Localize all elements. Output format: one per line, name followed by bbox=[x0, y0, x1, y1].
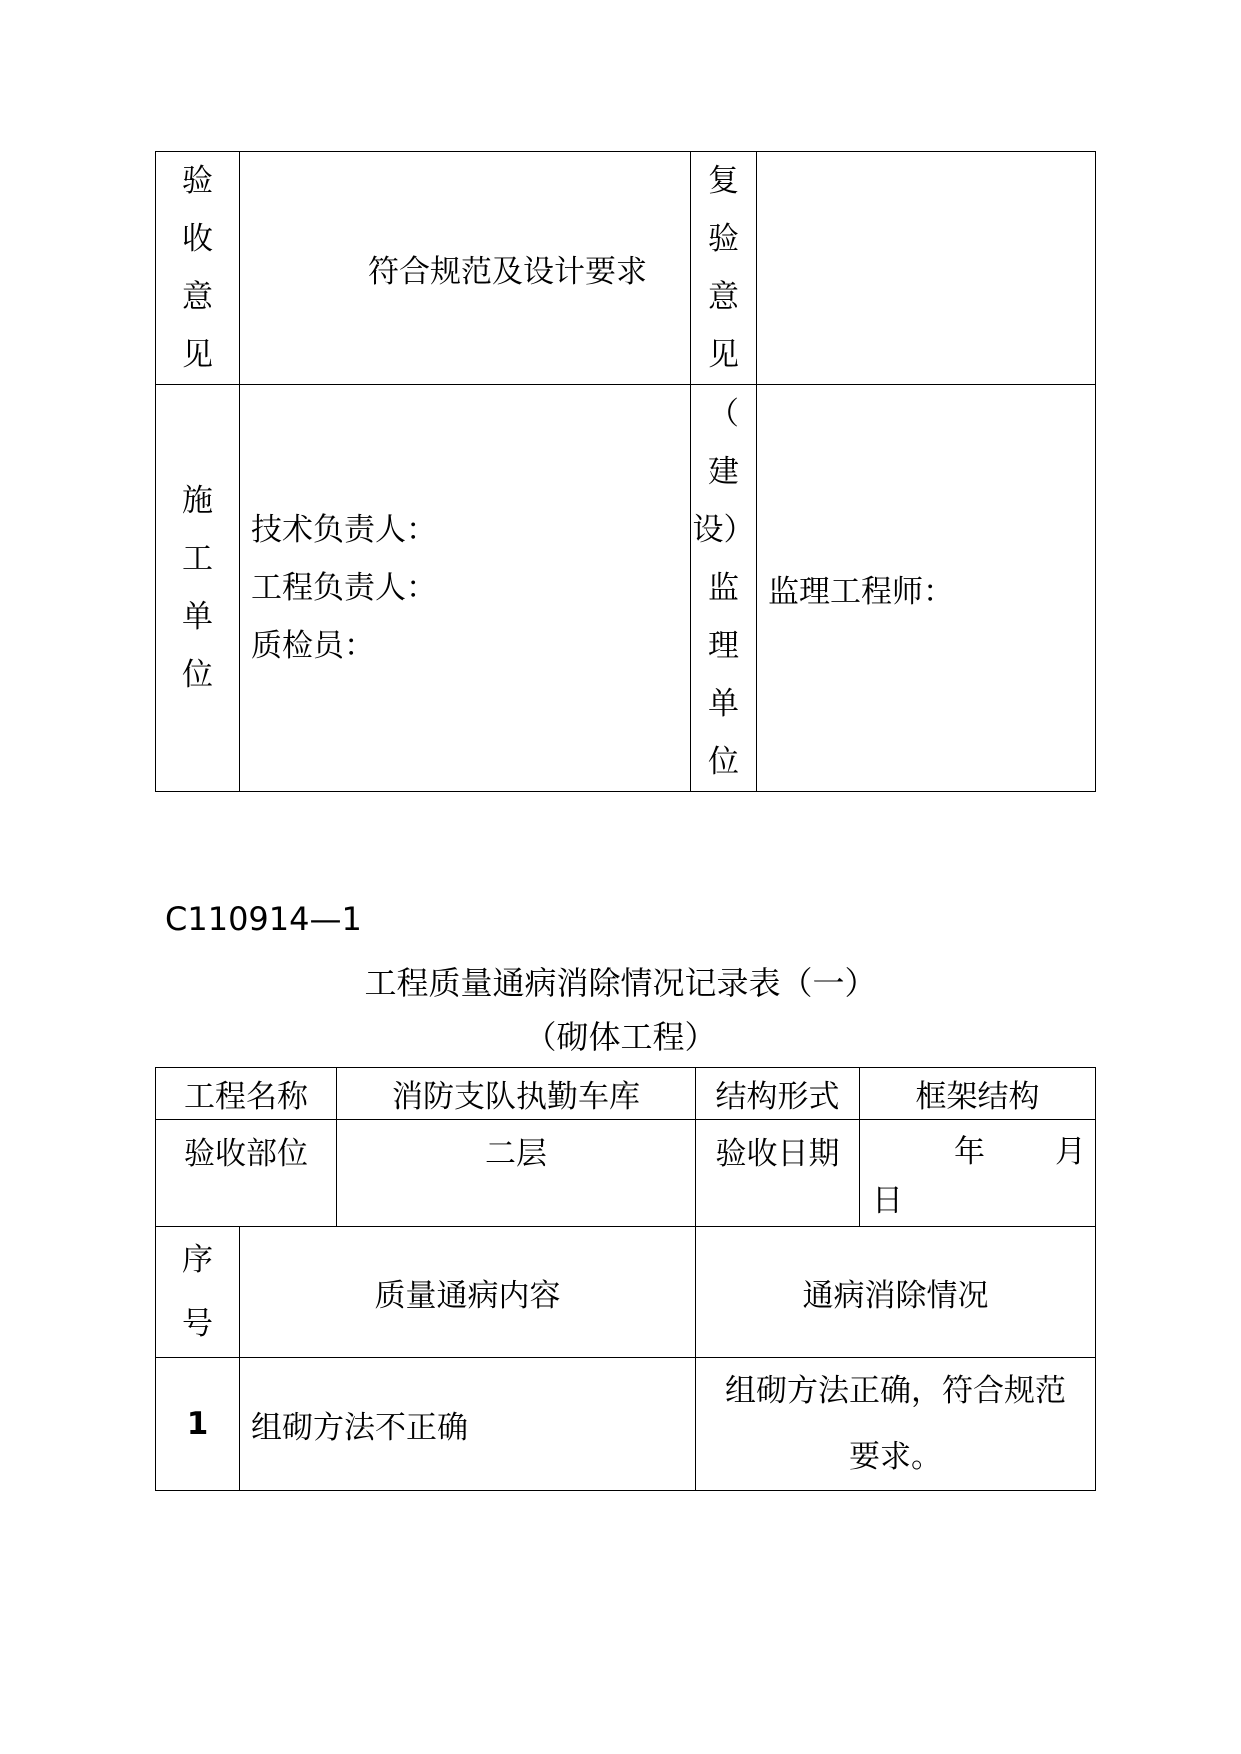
structure-label: 结构形式 bbox=[696, 1068, 860, 1120]
project-info-row bbox=[156, 1068, 1096, 1120]
recheck-opinion-cell bbox=[757, 152, 1096, 385]
header-row bbox=[156, 1227, 1096, 1358]
row-status-line1: 组砌方法正确，符合规范 bbox=[725, 1373, 1066, 1409]
acceptance-opinion-text: 符合规范及设计要求 bbox=[368, 253, 647, 290]
technical-lead-sign: 技术负责人： bbox=[251, 512, 437, 548]
recheck-opinion-label: 复 验 意 见 bbox=[691, 152, 757, 385]
construction-sign-cell bbox=[240, 385, 691, 792]
project-lead-sign: 工程负责人： bbox=[251, 570, 437, 606]
structure-value: 框架结构 bbox=[860, 1068, 1096, 1120]
form-title: 工程质量通病消除情况记录表（一） bbox=[364, 964, 877, 1002]
row-content: 组砌方法不正确 bbox=[240, 1358, 696, 1491]
table-row bbox=[156, 1358, 1096, 1491]
project-name-value: 消防支队执勤车库 bbox=[337, 1068, 696, 1120]
acceptance-date-value bbox=[860, 1120, 1096, 1227]
row-seq: 1 bbox=[156, 1358, 240, 1491]
acceptance-opinion-label: 验 收 意 见 bbox=[156, 152, 240, 385]
row-status-line2: 要求。 bbox=[849, 1439, 942, 1475]
supervisor-engineer-sign: 监理工程师： bbox=[768, 573, 954, 610]
acceptance-info-row bbox=[156, 1120, 1096, 1227]
date-year: 年 bbox=[954, 1134, 985, 1170]
acceptance-date-label: 验收日期 bbox=[696, 1120, 860, 1227]
status-header: 通病消除情况 bbox=[696, 1227, 1096, 1358]
signature-row bbox=[156, 385, 1096, 792]
opinion-row bbox=[156, 152, 1096, 385]
row-status bbox=[696, 1358, 1096, 1491]
construction-unit-label: 施 工 单 位 bbox=[156, 385, 240, 792]
document-number: C110914—1 bbox=[165, 900, 362, 938]
acceptance-part-label: 验收部位 bbox=[156, 1120, 337, 1227]
content-header: 质量通病内容 bbox=[240, 1227, 696, 1358]
acceptance-opinion-cell bbox=[240, 152, 691, 385]
quality-inspector-sign: 质检员： bbox=[251, 628, 375, 664]
acceptance-table bbox=[155, 151, 1096, 792]
supervision-unit-label: （ 建 设） 监 理 单 位 bbox=[691, 385, 757, 792]
record-table bbox=[155, 1067, 1096, 1491]
form-subtitle: （砌体工程） bbox=[524, 1018, 717, 1056]
project-name-label: 工程名称 bbox=[156, 1068, 337, 1120]
seq-header: 序 号 bbox=[156, 1227, 240, 1358]
acceptance-part-value: 二层 bbox=[337, 1120, 696, 1227]
date-day: 日 bbox=[872, 1183, 903, 1219]
supervisor-sign-cell bbox=[757, 385, 1096, 792]
date-month: 月 bbox=[1055, 1134, 1086, 1170]
